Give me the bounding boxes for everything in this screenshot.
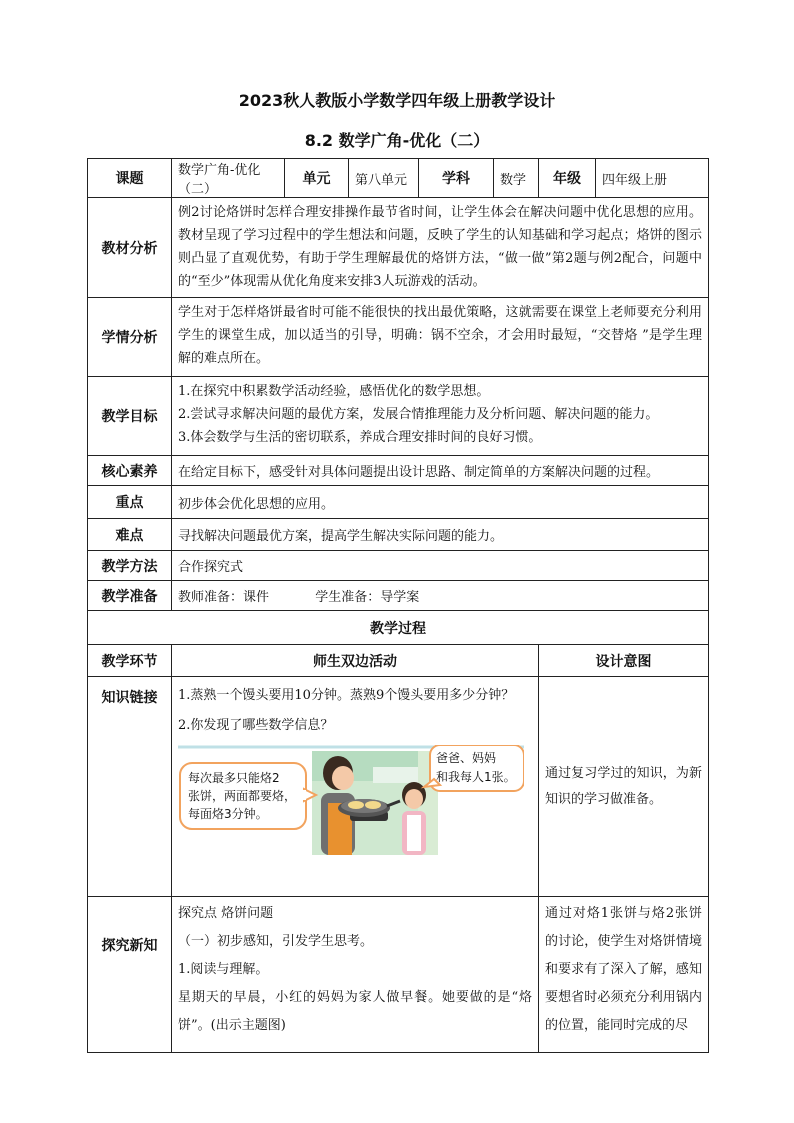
explore-label: 探究新知: [88, 897, 172, 1053]
col-intent-header: 设计意图: [539, 645, 709, 677]
textbook-text: 例2讨论烙饼时怎样合理安排操作最节省时间，让学生体会在解决问题中优化思想的应用。教材呈现了学习过程中的学生想法和问题，反映了学生的认知基础和学习起点；烙饼的图示则凸显了直观优势，有助于学生理解最优的烙饼方法，“做一做”第2题与例2配合，问题中的“至少”体现需从优化角度来安排3人玩游戏的活动。: [172, 198, 709, 298]
topic-value: 数学广角-优化（二）: [172, 159, 285, 198]
pancake-illustration: [178, 745, 524, 855]
textbook-label: 教材分析: [88, 198, 172, 298]
process-title: 教学过程: [88, 611, 709, 645]
textbook-row: [88, 198, 709, 298]
explore-intent: 通过对烙1张饼与烙2张饼的讨论，使学生对烙饼情境和要求有了深入了解，感知要想省时必须充分利用锅内的位置，能同时完成的尽: [539, 897, 709, 1053]
prep-row: [88, 581, 709, 611]
explore-activity: [172, 897, 539, 1053]
link-question-1: 1.蒸熟一个馒头要用10分钟。蒸熟9个馒头要用多少分钟？: [178, 688, 515, 703]
difficulty-text: 寻找解决问题最优方案，提高学生解决实际问题的能力。: [172, 519, 709, 551]
method-label: 教学方法: [88, 551, 172, 581]
link-intent: 通过复习学过的知识，为新知识的学习做准备。: [539, 677, 709, 897]
core-label: 核心素养: [88, 456, 172, 486]
student-text: 学生对于怎样烙饼最省时可能不能很快的找出最优策略，这就需要在课堂上老师要充分利用学生的课堂生成，加以适当的引导，明确：锅不空余，才会用时最短，“交替烙 ”是学生理解的难点所在。: [172, 298, 709, 377]
col-activity-header: 师生双边活动: [172, 645, 539, 677]
goal-item: 2.尝试寻求解决问题的最优方案，发展合情推理能力及分析问题、解决问题的能力。: [178, 407, 659, 422]
prep-teacher: 教师准备：课件: [178, 590, 270, 605]
explore-line: 1.阅读与理解。: [178, 962, 269, 977]
col-stage-header: 教学环节: [88, 645, 172, 677]
key-row: [88, 486, 709, 519]
goals-label: 教学目标: [88, 377, 172, 456]
unit-label: 单元: [285, 159, 349, 198]
link-question-2: 2.你发现了哪些数学信息？: [178, 718, 334, 733]
link-label: 知识链接: [88, 677, 172, 897]
prep-student: 学生准备：导学案: [315, 590, 420, 605]
link-activity: [172, 677, 539, 897]
student-label: 学情分析: [88, 298, 172, 377]
core-row: [88, 456, 709, 486]
difficulty-row: [88, 519, 709, 551]
process-header-row: [88, 645, 709, 677]
lesson-plan-table: [87, 158, 709, 1053]
key-text: 初步体会优化思想的应用。: [172, 486, 709, 519]
core-text: 在给定目标下，感受针对具体问题提出设计思路、制定简单的方案解决问题的过程。: [172, 456, 709, 486]
difficulty-label: 难点: [88, 519, 172, 551]
student-row: [88, 298, 709, 377]
explore-line: 星期天的早晨，小红的妈妈为家人做早餐。她要做的是“烙饼”。(出示主题图): [178, 990, 532, 1033]
method-text: 合作探究式: [172, 551, 709, 581]
prep-text: [172, 581, 709, 611]
goals-row: [88, 377, 709, 456]
grade-label: 年级: [539, 159, 596, 198]
method-row: [88, 551, 709, 581]
subject-value: 数学: [494, 159, 539, 198]
explore-line: （一）初步感知，引发学生思考。: [178, 934, 374, 949]
process-title-row: [88, 611, 709, 645]
document-title: 2023秋人教版小学数学四年级上册教学设计: [238, 91, 556, 110]
knowledge-link-row: [88, 677, 709, 897]
goal-item: 3.体会数学与生活的密切联系，养成合理安排时间的良好习惯。: [178, 430, 542, 445]
key-label: 重点: [88, 486, 172, 519]
goal-item: 1.在探究中积累数学活动经验，感悟优化的数学思想。: [178, 384, 490, 399]
explore-row: [88, 897, 709, 1053]
topic-label: 课题: [88, 159, 172, 198]
goals-list: [172, 377, 709, 456]
speech-bubble-left: 每次最多只能烙2 张饼，两面都要烙， 每面烙3分钟。: [188, 771, 297, 821]
info-row: [88, 159, 709, 198]
unit-value: 第八单元: [349, 159, 419, 198]
lesson-subtitle: 8.2 数学广角-优化（二）: [304, 131, 490, 150]
prep-label: 教学准备: [88, 581, 172, 611]
speech-bubble-right: 爸爸、妈妈 和我每人1张。: [436, 751, 516, 784]
explore-line: 探究点 烙饼问题: [178, 906, 274, 921]
subject-label: 学科: [419, 159, 494, 198]
grade-value: 四年级上册: [596, 159, 709, 198]
